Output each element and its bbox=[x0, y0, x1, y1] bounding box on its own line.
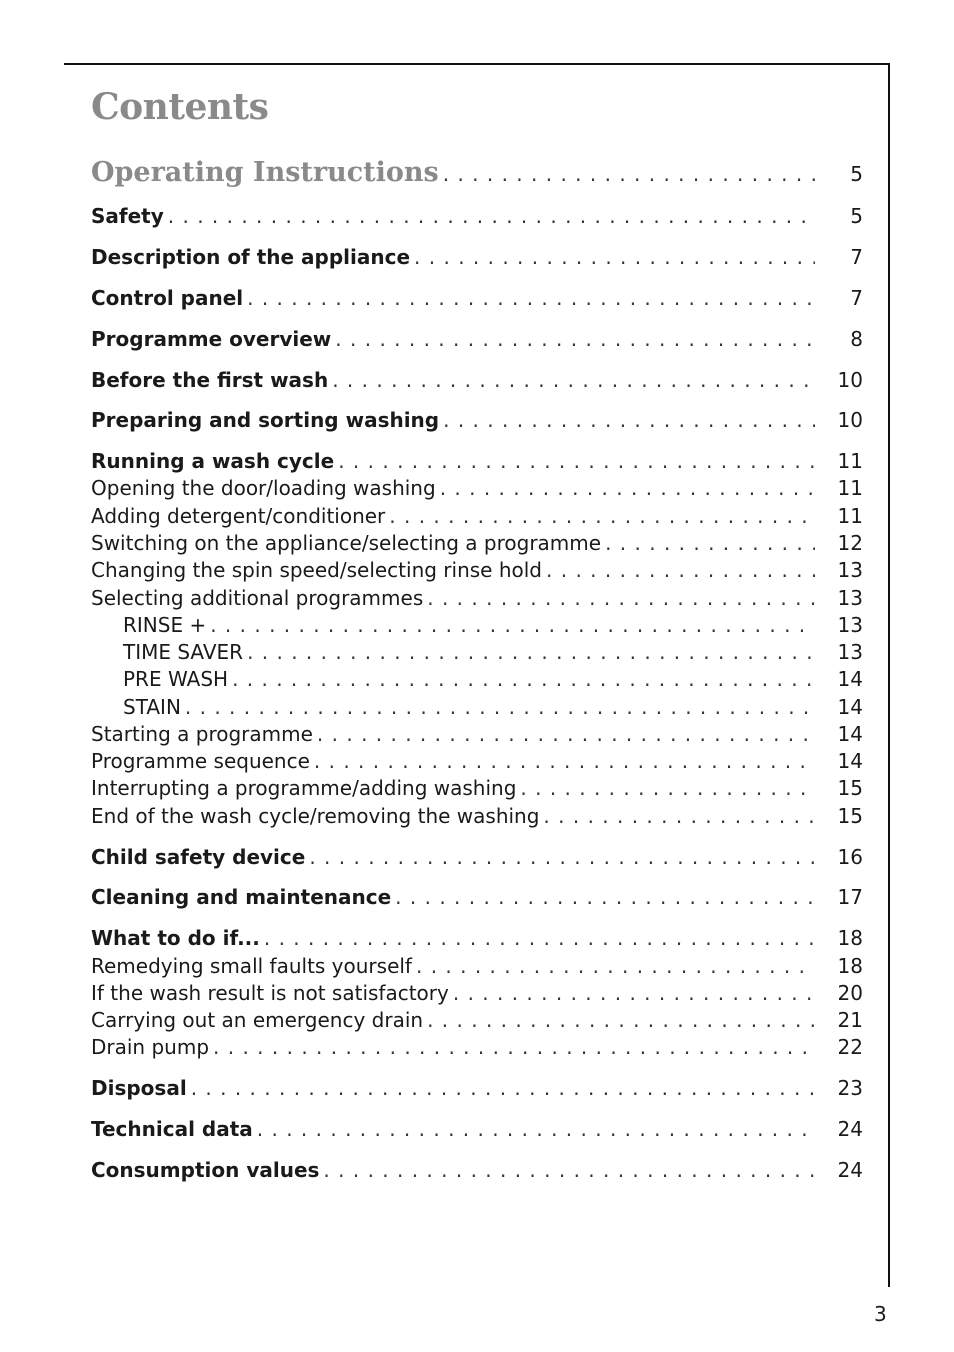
toc-page: 7 bbox=[850, 286, 863, 310]
toc-page: 12 bbox=[837, 531, 863, 555]
toc-entry-safety[interactable] bbox=[91, 204, 863, 228]
toc-page: 20 bbox=[837, 981, 863, 1005]
toc-label: Cleaning and maintenance bbox=[91, 885, 392, 909]
toc-page: 7 bbox=[850, 245, 863, 269]
toc-label: Remedying small faults yourself bbox=[91, 954, 412, 978]
toc-label: Programme sequence bbox=[91, 749, 310, 773]
toc-entry-switching-on[interactable] bbox=[91, 531, 863, 555]
toc-page: 10 bbox=[837, 408, 863, 432]
toc-page: 10 bbox=[837, 368, 863, 392]
toc-page: 14 bbox=[837, 667, 863, 691]
toc-label: Operating Instructions bbox=[91, 157, 439, 188]
toc-page: 5 bbox=[850, 204, 863, 228]
toc-label: Child safety device bbox=[91, 845, 306, 869]
toc-label: TIME SAVER bbox=[123, 640, 244, 664]
toc-entry-drain-pump[interactable] bbox=[91, 1035, 863, 1059]
toc-page: 8 bbox=[850, 327, 863, 351]
toc-label: Programme overview bbox=[91, 327, 332, 351]
toc-entry-consumption-values[interactable] bbox=[91, 1158, 863, 1182]
toc-label: Control panel bbox=[91, 286, 244, 310]
toc-entry-stain[interactable] bbox=[91, 695, 863, 719]
right-rule bbox=[888, 63, 890, 1287]
toc-label: Opening the door/loading washing bbox=[91, 476, 436, 500]
toc-page: 15 bbox=[837, 804, 863, 828]
toc-page: 5 bbox=[850, 162, 863, 186]
toc-entry-remedying-faults[interactable] bbox=[91, 954, 863, 978]
toc-label: Disposal bbox=[91, 1076, 187, 1100]
toc-label: Changing the spin speed/selecting rinse hold bbox=[91, 558, 543, 582]
toc-entry-wash-result[interactable] bbox=[91, 981, 863, 1005]
toc-label: Switching on the appliance/selecting a programme bbox=[91, 531, 602, 555]
toc-label: Selecting additional programmes bbox=[91, 586, 424, 610]
toc-entry-end-wash-cycle[interactable] bbox=[91, 804, 863, 828]
toc-page: 14 bbox=[837, 749, 863, 773]
toc-page: 13 bbox=[837, 558, 863, 582]
toc-entry-programme-sequence[interactable] bbox=[91, 749, 863, 773]
toc-label: Consumption values bbox=[91, 1158, 320, 1182]
toc-page: 14 bbox=[837, 695, 863, 719]
toc-entry-starting-programme[interactable] bbox=[91, 722, 863, 746]
top-rule bbox=[64, 63, 890, 65]
toc-entry-time-saver[interactable] bbox=[91, 640, 863, 664]
toc-entry-opening-door[interactable] bbox=[91, 476, 863, 500]
toc-label: Description of the appliance bbox=[91, 245, 411, 269]
toc-entry-cleaning[interactable] bbox=[91, 885, 863, 909]
toc-page: 11 bbox=[837, 449, 863, 473]
toc-label: PRE WASH bbox=[123, 667, 229, 691]
toc-page: 17 bbox=[837, 885, 863, 909]
toc-entry-pre-wash[interactable] bbox=[91, 667, 863, 691]
toc-label: RINSE + bbox=[123, 613, 207, 637]
toc-label: Technical data bbox=[91, 1117, 253, 1141]
toc-label: Running a wash cycle bbox=[91, 449, 335, 473]
toc-label: Safety bbox=[91, 204, 164, 228]
toc-entry-operating-instructions[interactable] bbox=[91, 157, 863, 188]
toc-label: Starting a programme bbox=[91, 722, 313, 746]
toc-entry-interrupting[interactable] bbox=[91, 776, 863, 800]
toc-page: 24 bbox=[837, 1158, 863, 1182]
toc-label: End of the wash cycle/removing the washing bbox=[91, 804, 540, 828]
toc-page: 24 bbox=[837, 1117, 863, 1141]
toc-entry-child-safety[interactable] bbox=[91, 845, 863, 869]
toc-page: 13 bbox=[837, 586, 863, 610]
toc-entry-preparing-sorting[interactable] bbox=[91, 408, 863, 432]
toc-entry-control-panel[interactable] bbox=[91, 286, 863, 310]
toc-label: Before the first wash bbox=[91, 368, 329, 392]
toc-page: 16 bbox=[837, 845, 863, 869]
toc-entry-adding-detergent[interactable] bbox=[91, 504, 863, 528]
page-number: 3 bbox=[874, 1302, 887, 1326]
toc-entry-programme-overview[interactable] bbox=[91, 327, 863, 351]
toc-entry-rinse-plus[interactable] bbox=[91, 613, 863, 637]
toc-entry-running-wash-cycle[interactable] bbox=[91, 449, 863, 473]
toc-page: 13 bbox=[837, 613, 863, 637]
toc-label: What to do if... bbox=[91, 926, 260, 950]
toc-page: 18 bbox=[837, 926, 863, 950]
toc-label: Adding detergent/conditioner bbox=[91, 504, 386, 528]
page-title: Contents bbox=[91, 86, 269, 128]
toc-entry-additional-programmes[interactable] bbox=[91, 586, 863, 610]
toc-page: 11 bbox=[837, 476, 863, 500]
toc-page: 13 bbox=[837, 640, 863, 664]
toc-page: 15 bbox=[837, 776, 863, 800]
toc-page: 23 bbox=[837, 1076, 863, 1100]
toc-entry-before-first-wash[interactable] bbox=[91, 368, 863, 392]
toc-label: Preparing and sorting washing bbox=[91, 408, 440, 432]
toc-entry-technical-data[interactable] bbox=[91, 1117, 863, 1141]
toc-page: 22 bbox=[837, 1035, 863, 1059]
toc-label: Carrying out an emergency drain bbox=[91, 1008, 424, 1032]
toc-entry-description[interactable] bbox=[91, 245, 863, 269]
toc-label: STAIN bbox=[123, 695, 181, 719]
toc-label: Drain pump bbox=[91, 1035, 210, 1059]
toc-label: If the wash result is not satisfactory bbox=[91, 981, 449, 1005]
toc-page: 18 bbox=[837, 954, 863, 978]
toc-entry-what-to-do-if[interactable] bbox=[91, 926, 863, 950]
toc-entry-disposal[interactable] bbox=[91, 1076, 863, 1100]
toc-page: 21 bbox=[837, 1008, 863, 1032]
toc-entry-emergency-drain[interactable] bbox=[91, 1008, 863, 1032]
toc-page: 11 bbox=[837, 504, 863, 528]
toc-label: Interrupting a programme/adding washing bbox=[91, 776, 517, 800]
toc-entry-spin-speed[interactable] bbox=[91, 558, 863, 582]
toc-page: 14 bbox=[837, 722, 863, 746]
